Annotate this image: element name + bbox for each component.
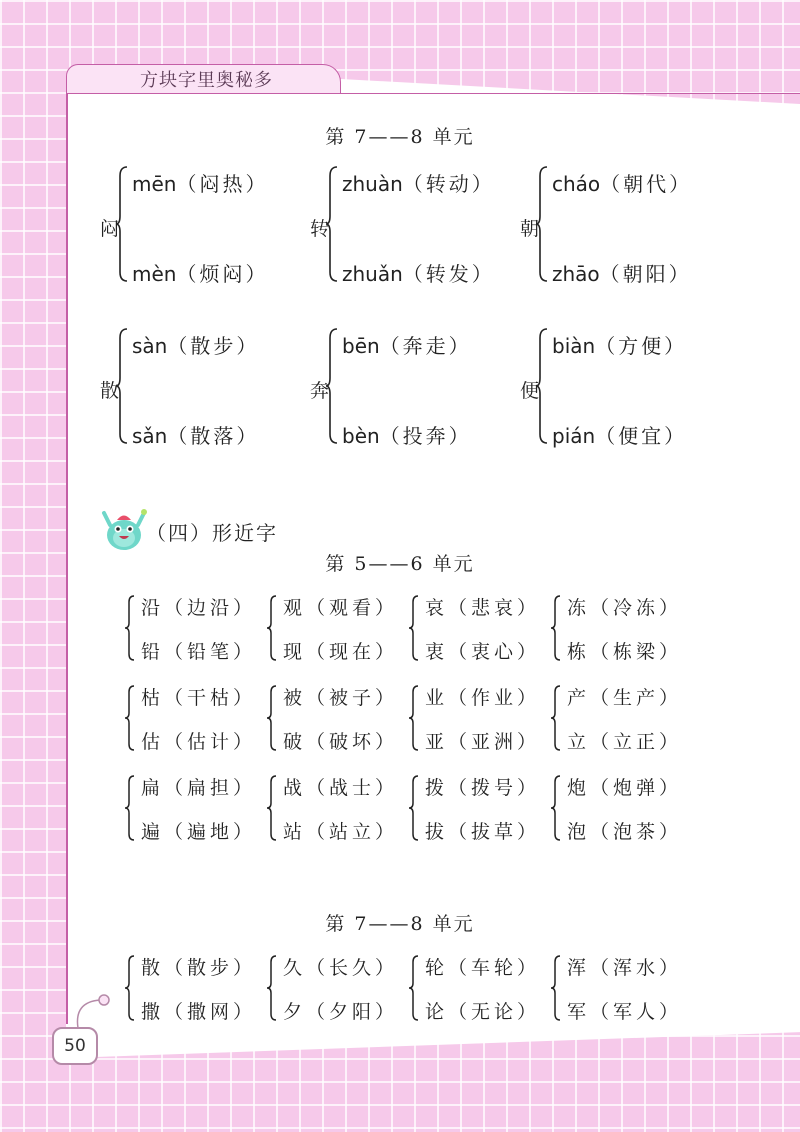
polyphone-reading	[132, 330, 259, 359]
example-word: （朝代）	[600, 172, 693, 196]
section-heading	[100, 505, 300, 555]
brace-icon	[326, 328, 338, 444]
similar-char-pair	[125, 953, 265, 1023]
pair-line: 久（长久）	[283, 957, 399, 979]
pair-line: 扁（扁担）	[141, 777, 257, 799]
pair-line: 夕（夕阳）	[283, 1001, 399, 1023]
example-word: （奔走）	[379, 334, 472, 358]
brace-icon	[409, 595, 419, 661]
similar-char-pair	[267, 773, 407, 843]
example-word: （转发）	[402, 262, 495, 286]
brace-icon	[125, 775, 135, 841]
polyphone-group	[520, 326, 720, 446]
polyphone-group	[100, 164, 300, 284]
example-word: （朝阳）	[599, 262, 692, 286]
example-word: （烦闷）	[176, 262, 269, 286]
pair-line: 浑（浑水）	[567, 957, 683, 979]
similar-char-pair	[551, 683, 691, 753]
pair-line: 散（散步）	[141, 957, 257, 979]
pair-line: 业（作业）	[425, 687, 541, 709]
similar-char-pair	[267, 953, 407, 1023]
page-number: 50	[52, 1027, 98, 1065]
pinyin-text: zhāo	[552, 262, 600, 286]
pair-line: 撒（撒网）	[141, 1001, 257, 1023]
similar-char-pair	[409, 953, 549, 1023]
pinyin-text: sàn	[132, 334, 168, 358]
polyphone-char: 朝	[520, 218, 540, 240]
polyphone-char: 奔	[310, 380, 330, 402]
polyphone-char: 闷	[100, 218, 120, 240]
unit-title-polyphones: 第 7——8 单元	[325, 126, 475, 148]
example-word: （方便）	[595, 334, 688, 358]
pair-line: 轮（车轮）	[425, 957, 541, 979]
polyphone-reading	[552, 330, 687, 359]
brace-icon	[551, 685, 561, 751]
example-word: （转动）	[402, 172, 495, 196]
header-divider	[66, 93, 800, 94]
brace-icon	[326, 166, 338, 282]
similar-char-pair	[125, 773, 265, 843]
pair-line: 冻（冷冻）	[567, 597, 683, 619]
pinyin-text: bèn	[342, 424, 380, 448]
polyphone-reading	[342, 168, 495, 197]
pinyin-text: zhuǎn	[342, 262, 403, 286]
similar-char-pair	[409, 773, 549, 843]
polyphone-reading	[132, 420, 259, 449]
polyphone-reading	[342, 258, 495, 287]
polyphone-group	[520, 164, 720, 284]
brace-icon	[125, 955, 135, 1021]
pair-line: 栋（栋梁）	[567, 641, 683, 663]
brace-icon	[409, 955, 419, 1021]
similar-char-pair	[267, 683, 407, 753]
brace-icon	[116, 166, 128, 282]
unit-title-similar-5-6: 第 5——6 单元	[325, 553, 475, 575]
polyphone-group	[310, 326, 510, 446]
pair-line: 观（观看）	[283, 597, 399, 619]
polyphone-reading	[552, 420, 687, 449]
pair-line: 现（现在）	[283, 641, 399, 663]
pair-line: 战（战士）	[283, 777, 399, 799]
brace-icon	[125, 595, 135, 661]
pair-line: 产（生产）	[567, 687, 683, 709]
polyphone-reading	[342, 420, 472, 449]
polyphone-reading	[132, 258, 268, 287]
polyphone-char: 转	[310, 218, 330, 240]
similar-char-pair	[125, 593, 265, 663]
pair-line: 哀（悲哀）	[425, 597, 541, 619]
brace-icon	[409, 685, 419, 751]
pair-line: 泡（泡茶）	[567, 821, 683, 843]
polyphone-group	[100, 326, 300, 446]
similar-char-pair	[125, 683, 265, 753]
pair-line: 炮（炮弹）	[567, 777, 683, 799]
similar-char-pair	[409, 683, 549, 753]
brace-icon	[551, 955, 561, 1021]
similar-char-pair	[409, 593, 549, 663]
pair-line: 铅（铅笔）	[141, 641, 257, 663]
pinyin-text: mēn	[132, 172, 177, 196]
pair-line: 沿（边沿）	[141, 597, 257, 619]
similar-char-pair	[551, 593, 691, 663]
example-word: （便宜）	[595, 424, 688, 448]
pinyin-text: cháo	[552, 172, 601, 196]
example-word: （散落）	[167, 424, 260, 448]
pair-line: 拔（拔草）	[425, 821, 541, 843]
similar-char-pair	[551, 773, 691, 843]
pair-line: 军（军人）	[567, 1001, 683, 1023]
brace-icon	[536, 328, 548, 444]
pinyin-text: mèn	[132, 262, 177, 286]
brace-icon	[551, 595, 561, 661]
brace-icon	[536, 166, 548, 282]
pair-line: 立（立正）	[567, 731, 683, 753]
brace-icon	[116, 328, 128, 444]
similar-char-pair	[551, 953, 691, 1023]
pinyin-text: sǎn	[132, 424, 168, 448]
pinyin-text: pián	[552, 424, 596, 448]
polyphone-char: 散	[100, 380, 120, 402]
pinyin-text: bēn	[342, 334, 380, 358]
pair-line: 论（无论）	[425, 1001, 541, 1023]
example-word: （投奔）	[379, 424, 472, 448]
brace-icon	[409, 775, 419, 841]
pair-line: 估（估计）	[141, 731, 257, 753]
pair-line: 枯（干枯）	[141, 687, 257, 709]
pair-line: 拨（拨号）	[425, 777, 541, 799]
brace-icon	[267, 595, 277, 661]
pair-line: 破（破坏）	[283, 731, 399, 753]
pinyin-text: biàn	[552, 334, 596, 358]
brace-icon	[267, 685, 277, 751]
brace-icon	[267, 775, 277, 841]
pinyin-text: zhuàn	[342, 172, 403, 196]
pair-line: 站（站立）	[283, 821, 399, 843]
brace-icon	[125, 685, 135, 751]
unit-title-similar-7-8: 第 7——8 单元	[325, 913, 475, 935]
polyphone-reading	[342, 330, 472, 359]
polyphone-reading	[552, 258, 692, 287]
polyphone-reading	[552, 168, 692, 197]
pair-line: 亚（亚洲）	[425, 731, 541, 753]
brace-icon	[551, 775, 561, 841]
page-header-title: 方块字里奥秘多	[140, 70, 273, 91]
polyphone-char: 便	[520, 380, 540, 402]
pair-line: 被（被子）	[283, 687, 399, 709]
page-hook-icon	[70, 990, 120, 1030]
polyphone-group	[310, 164, 510, 284]
example-word: （闷热）	[176, 172, 269, 196]
mascot-icon	[100, 505, 148, 553]
section-title: （四）形近字	[146, 521, 278, 545]
pair-line: 遍（遍地）	[141, 821, 257, 843]
brace-icon	[267, 955, 277, 1021]
polyphone-reading	[132, 168, 268, 197]
example-word: （散步）	[167, 334, 260, 358]
pair-line: 衷（衷心）	[425, 641, 541, 663]
similar-char-pair	[267, 593, 407, 663]
